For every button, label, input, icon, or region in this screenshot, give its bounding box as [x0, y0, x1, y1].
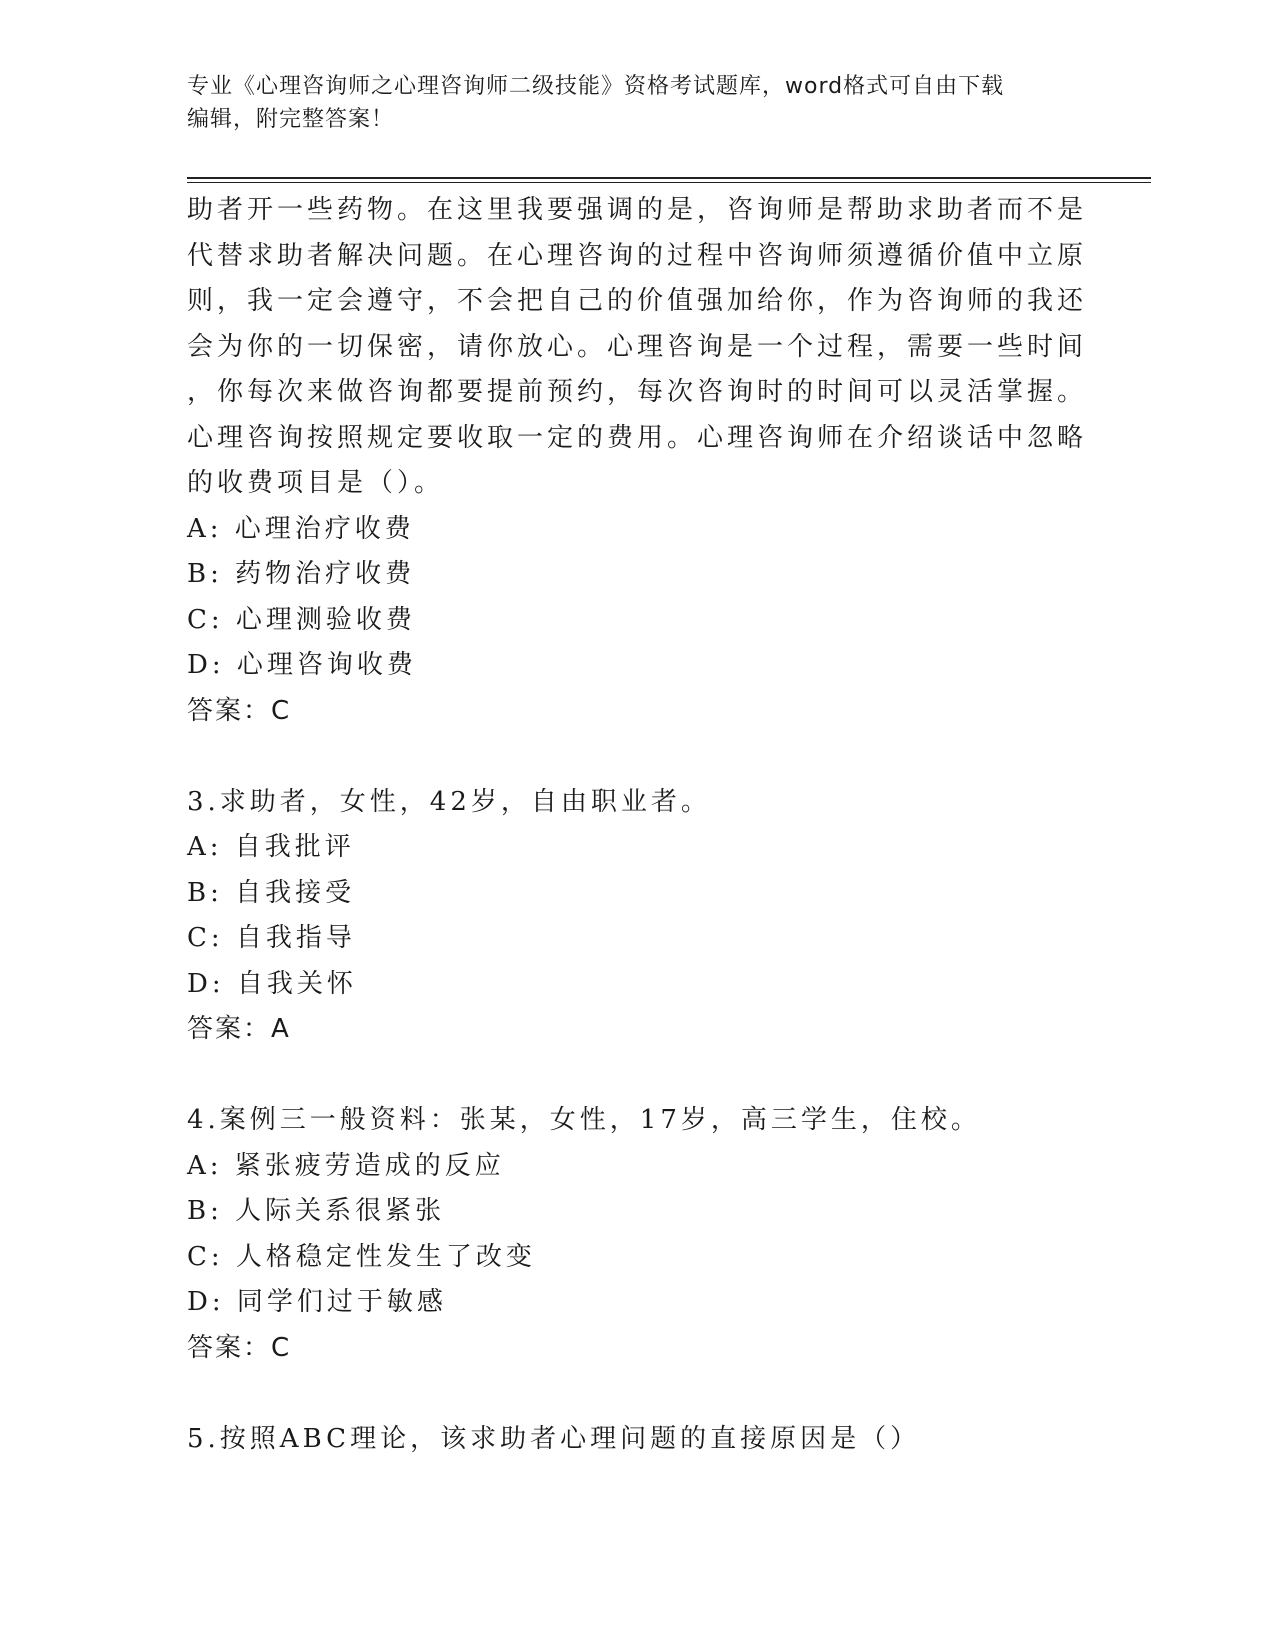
- question-3-text: 3.求助者，女性，42岁，自由职业者。: [187, 786, 711, 817]
- answer-label: 答案：C: [187, 695, 292, 726]
- header-line-1: 专业《心理咨询师之心理咨询师二级技能》资格考试题库，word格式可自由下载: [187, 74, 1005, 99]
- option-b: B: 自我接受: [187, 877, 356, 908]
- question-4-text: 4.案例三一般资料：张某，女性，17岁，高三学生，住校。: [187, 1105, 981, 1135]
- question-2-text-line: 则，我一定会遵守，不会把自己的价值强加给你，作为咨询师的我还: [187, 286, 1088, 316]
- option-a: A: 紧张疲劳造成的反应: [187, 1150, 505, 1181]
- option-a: A: 心理治疗收费: [187, 513, 415, 544]
- question-2-text-line: 代替求助者解决问题。在心理咨询的过程中咨询师须遵循价值中立原: [187, 240, 1088, 271]
- question-2-text-line: ，你每次来做咨询都要提前预约，每次咨询时的时间可以灵活掌握。: [187, 377, 1088, 407]
- spacer: [187, 734, 1067, 780]
- header-divider-thin: [187, 182, 1151, 183]
- question-4-block: [187, 1098, 1067, 1371]
- question-2-text-line: 的收费项目是（）。: [187, 468, 445, 498]
- option-c: C: 自我指导: [187, 923, 356, 953]
- spacer: [187, 1371, 1067, 1417]
- question-2-text-line: 助者开一些药物。在这里我要强调的是，咨询师是帮助求助者而不是: [187, 195, 1088, 225]
- option-d: D: 同学们过于敏感: [187, 1287, 447, 1317]
- spacer: [187, 1053, 1067, 1099]
- question-2-text-line: 会为你的一切保密，请你放心。心理咨询是一个过程，需要一些时间: [187, 331, 1088, 362]
- question-2-text-line: 心理咨询按照规定要收取一定的费用。心理咨询师在介绍谈话中忽略: [187, 422, 1088, 453]
- header-line-2: 编辑，附完整答案！: [187, 107, 395, 132]
- option-a: A: 自我批评: [187, 832, 355, 862]
- question-5-block: [187, 1417, 1067, 1463]
- answer-label: 答案：C: [187, 1332, 292, 1363]
- option-c: C: 心理测验收费: [187, 604, 416, 635]
- question-2-block: [187, 188, 1088, 734]
- question-5-text: 5.按照ABC理论，该求助者心理问题的直接原因是（）: [187, 1423, 921, 1454]
- option-c: C: 人格稳定性发生了改变: [187, 1241, 536, 1272]
- option-b: B: 人际关系很紧张: [187, 1196, 446, 1226]
- option-d: D: 心理咨询收费: [187, 650, 417, 680]
- answer-label: 答案：A: [187, 1014, 291, 1044]
- option-b: B: 药物治疗收费: [187, 559, 416, 589]
- option-d: D: 自我关怀: [187, 968, 357, 999]
- header-divider-thick: [187, 177, 1151, 179]
- page-header: [187, 70, 1087, 136]
- document-body: [187, 188, 1088, 1462]
- question-3-block: [187, 780, 1067, 1053]
